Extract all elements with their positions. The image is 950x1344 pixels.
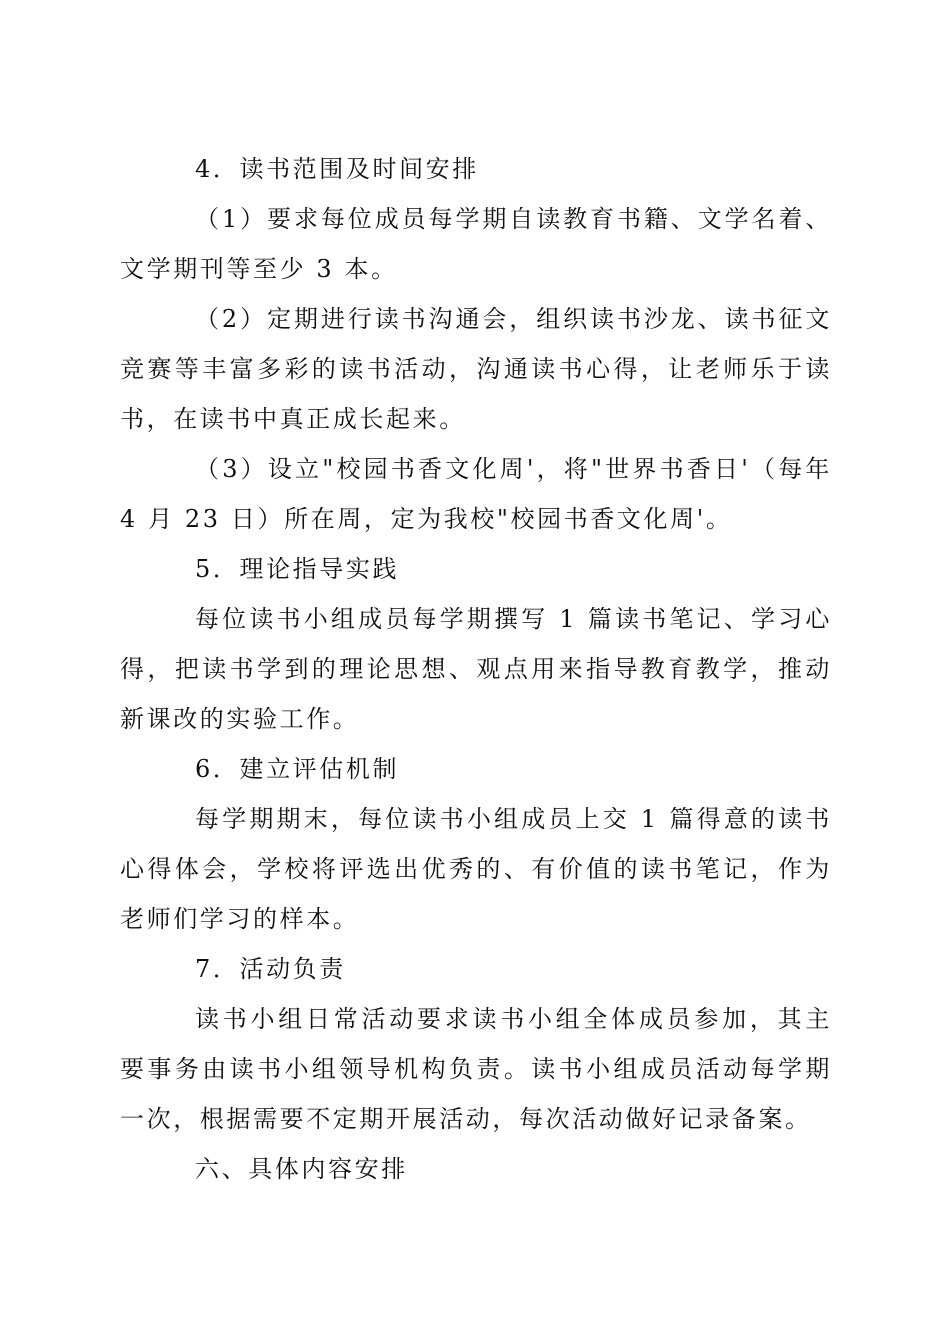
paragraph-6: 每学期期末，每位读书小组成员上交 1 篇得意的读书心得体会，学校将评选出优秀的、有价值的读书笔记，作为老师们学习的样本。 (120, 805, 832, 933)
section-heading-4: 4．读书范围及时间安排 (195, 155, 479, 183)
section-heading-6: 6．建立评估机制 (195, 755, 400, 783)
paragraph-4-2: （2）定期进行读书沟通会，组织读书沙龙、读书征文竞赛等丰富多彩的读书活动，沟通读书心得，让老师乐于读书，在读书中真正成长起来。 (120, 305, 832, 433)
paragraph-4-3: （3）设立"校园书香文化周'，将"世界书香日'（每年 4 月 23 日）所在周，定为我校"校园书香文化周'。 (120, 455, 832, 533)
section-heading-six: 六、具体内容安排 (195, 1155, 408, 1183)
paragraph-5: 每位读书小组成员每学期撰写 1 篇读书笔记、学习心得，把读书学到的理论思想、观点用来指导教育教学，推动新课改的实验工作。 (120, 605, 832, 733)
paragraph-7: 读书小组日常活动要求读书小组全体成员参加，其主要事务由读书小组领导机构负责。读书小组成员活动每学期一次，根据需要不定期开展活动，每次活动做好记录备案。 (120, 1005, 832, 1133)
section-heading-7: 7．活动负责 (195, 955, 346, 983)
section-heading-5: 5．理论指导实践 (195, 555, 400, 583)
document-body (120, 144, 832, 1194)
paragraph-4-1: （1）要求每位成员每学期自读教育书籍、文学名着、文学期刊等至少 3 本。 (120, 205, 832, 283)
